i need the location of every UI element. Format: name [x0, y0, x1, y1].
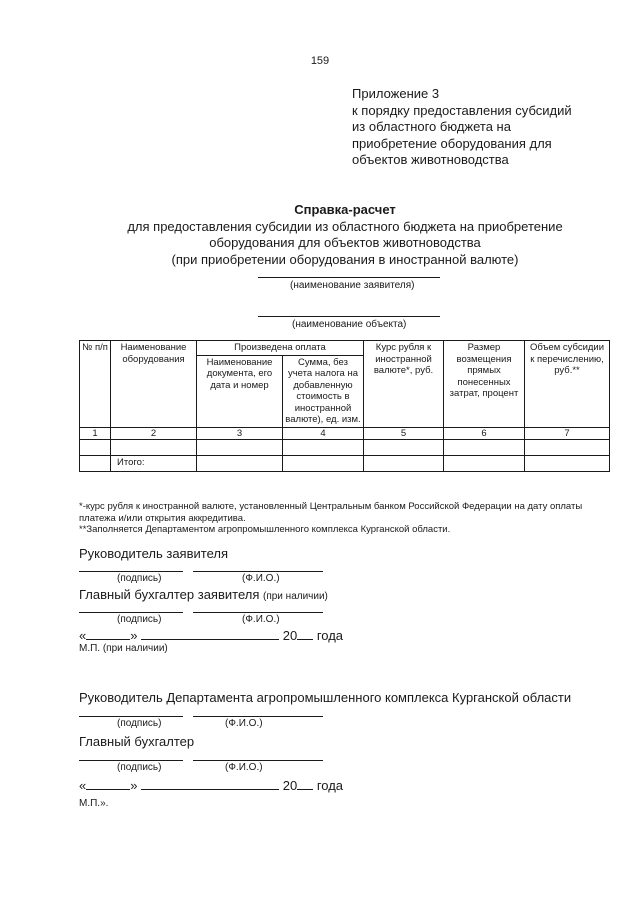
signature-caption: (подпись)	[117, 762, 162, 773]
applicant-accountant-signature-blank[interactable]	[79, 612, 183, 613]
column-number: 6	[444, 427, 525, 440]
applicant-head-name-blank[interactable]	[193, 571, 323, 572]
document-title: Справка-расчет	[294, 202, 396, 217]
department-head-name-blank[interactable]	[193, 716, 323, 717]
applicant-head-signature-blank[interactable]	[79, 571, 183, 572]
header-num: № п/п	[80, 341, 111, 428]
applicant-name-blank[interactable]	[258, 277, 440, 278]
table-cell[interactable]	[364, 440, 444, 456]
document-subtitle-line: (при приобретении оборудования в иностранной валюте)	[171, 251, 519, 267]
year-prefix: 20	[282, 778, 298, 793]
name-caption: (Ф.И.О.)	[225, 762, 263, 773]
date-close-quote: »	[130, 628, 138, 643]
applicant-accountant-title: Главный бухгалтер заявителя	[79, 587, 260, 602]
department-accountant-signature-blank[interactable]	[79, 760, 183, 761]
footnote-rate: *-курс рубля к иностранной валюте, установленный Центральным банком Российской Федерации на дату оплаты платежа и/или открытия аккредитива.	[79, 501, 583, 524]
appendix-line: объектов животноводства	[352, 152, 509, 167]
name-caption: (Ф.И.О.)	[242, 614, 280, 625]
month-blank[interactable]	[141, 627, 279, 640]
table-cell[interactable]	[80, 456, 111, 472]
appendix-header	[352, 86, 572, 169]
column-number: 4	[283, 427, 364, 440]
table-cell[interactable]	[111, 440, 197, 456]
applicant-head-label: Руководитель заявителя	[79, 546, 228, 561]
header-payment-doc: Наименование документа, его дата и номер	[197, 355, 283, 427]
department-head-label: Руководитель Департамента агропромышленного комплекса Курганской области	[79, 690, 572, 705]
column-numbers-row	[80, 427, 610, 440]
table-cell[interactable]	[283, 440, 364, 456]
object-name-blank[interactable]	[258, 316, 440, 317]
appendix-line: из областного бюджета на	[352, 119, 511, 134]
signature-caption: (подпись)	[117, 573, 162, 584]
applicant-accountant-label	[79, 587, 328, 602]
year-blank[interactable]	[297, 627, 313, 640]
date-open-quote: «	[79, 778, 87, 793]
table-header-row	[80, 341, 610, 356]
table-cell[interactable]	[444, 456, 525, 472]
document-subtitle-line: оборудования для объектов животноводства	[209, 235, 481, 250]
table-cell[interactable]	[197, 456, 283, 472]
header-rate: Курс рубля к иностранной валюте*, руб.	[364, 341, 444, 428]
column-number: 5	[364, 427, 444, 440]
appendix-line: Приложение 3	[352, 86, 440, 101]
document-heading	[60, 202, 630, 268]
object-caption: (наименование объекта)	[292, 319, 407, 330]
footnote-department: **Заполняется Департаментом агропромышленного комплекса Курганской области.	[79, 524, 451, 535]
date-line	[79, 627, 343, 643]
year-suffix: года	[316, 778, 344, 793]
table-row	[80, 440, 610, 456]
date-open-quote: «	[79, 628, 87, 643]
date-line	[79, 777, 343, 793]
total-label: Итого:	[111, 456, 197, 472]
department-accountant-label: Главный бухгалтер	[79, 734, 195, 749]
department-accountant-name-blank[interactable]	[193, 760, 323, 761]
header-payment-sum: Сумма, без учета налога на добавленную стоимость в иностранной валюте), ед. изм.	[283, 355, 364, 427]
name-caption: (Ф.И.О.)	[242, 573, 280, 584]
name-caption: (Ф.И.О.)	[225, 718, 263, 729]
year-suffix: года	[316, 628, 344, 643]
table-cell[interactable]	[197, 440, 283, 456]
if-available-note: (при наличии)	[263, 591, 328, 602]
year-prefix: 20	[282, 628, 298, 643]
table-cell[interactable]	[525, 440, 610, 456]
header-equipment: Наименование оборудования	[111, 341, 197, 428]
department-head-signature-blank[interactable]	[79, 716, 183, 717]
day-blank[interactable]	[86, 777, 130, 790]
page-number: 159	[310, 55, 330, 67]
total-row	[80, 456, 610, 472]
column-number: 1	[80, 427, 111, 440]
calculation-table	[79, 340, 610, 472]
appendix-line: приобретение оборудования для	[352, 135, 552, 151]
applicant-accountant-name-blank[interactable]	[193, 612, 323, 613]
column-number: 3	[197, 427, 283, 440]
header-payment-group: Произведена оплата	[197, 341, 364, 356]
column-number: 7	[525, 427, 610, 440]
year-blank[interactable]	[297, 777, 313, 790]
month-blank[interactable]	[141, 777, 279, 790]
table-cell[interactable]	[364, 456, 444, 472]
header-subsidy: Объем субсидии к перечислению, руб.**	[525, 341, 610, 428]
seal-note: М.П. (при наличии)	[79, 643, 168, 654]
column-number: 2	[111, 427, 197, 440]
header-compensation: Размер возмещения прямых понесенных затрат, процент	[444, 341, 525, 428]
applicant-caption: (наименование заявителя)	[290, 280, 415, 291]
table-cell[interactable]	[444, 440, 525, 456]
seal-note-end: М.П.».	[79, 798, 109, 809]
table-cell[interactable]	[80, 440, 111, 456]
table-cell[interactable]	[283, 456, 364, 472]
signature-caption: (подпись)	[117, 718, 162, 729]
day-blank[interactable]	[86, 627, 130, 640]
date-close-quote: »	[130, 778, 138, 793]
document-subtitle-line: для предоставления субсидии из областного бюджета на приобретение	[127, 218, 563, 234]
appendix-line: к порядку предоставления субсидий	[352, 102, 572, 118]
footnotes	[79, 501, 619, 536]
table-cell[interactable]	[525, 456, 610, 472]
signature-caption: (подпись)	[117, 614, 162, 625]
